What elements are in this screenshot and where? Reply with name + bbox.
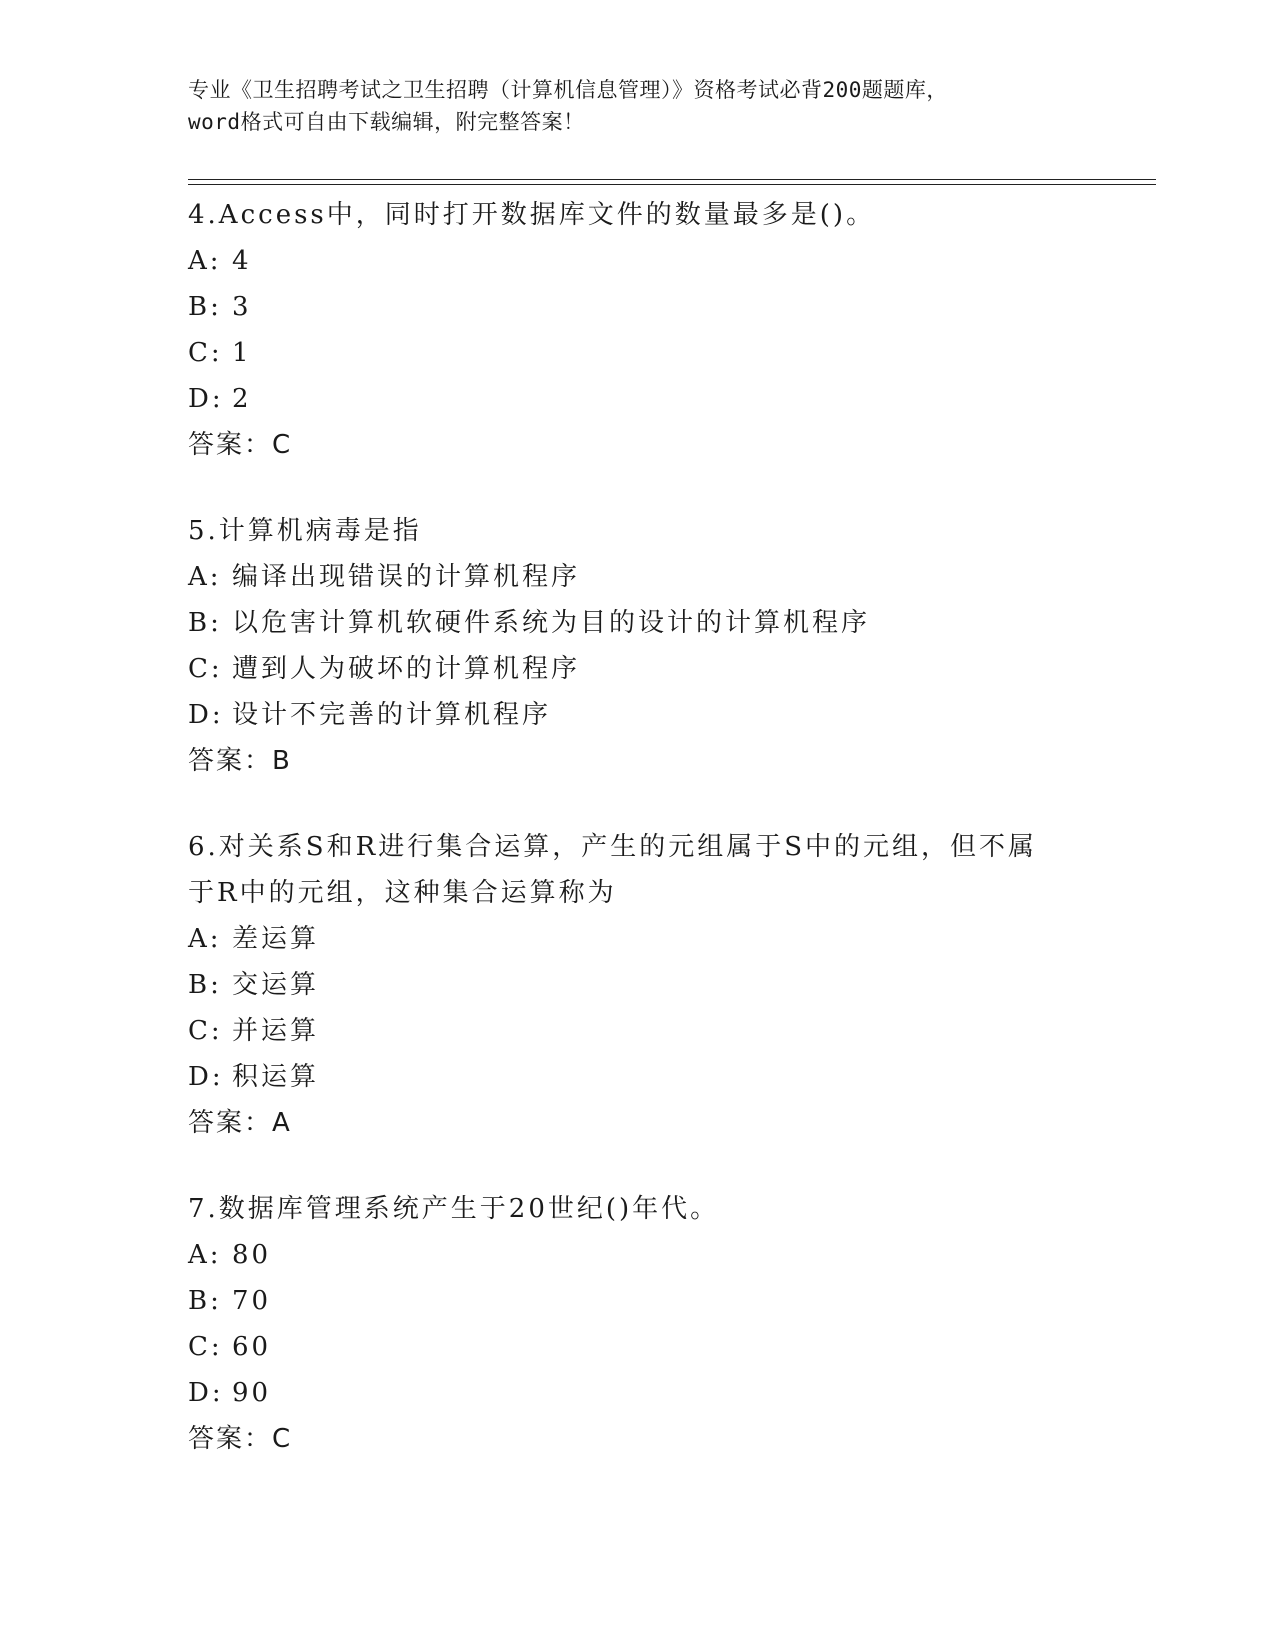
- option-a: [188, 554, 1088, 600]
- question-list: [188, 192, 1088, 1502]
- option-b: [188, 600, 1088, 646]
- answer-label: 答案：C: [188, 1424, 293, 1454]
- option-letter: A:: [188, 924, 222, 954]
- question-text: 6.对关系S和R进行集合运算，产生的元组属于S中的元组，但不属: [188, 832, 1038, 862]
- option-text: 60: [232, 1332, 272, 1362]
- answer-label: 答案：A: [188, 1108, 292, 1138]
- option-text: 差运算: [232, 924, 320, 954]
- option-letter: B:: [188, 292, 222, 322]
- question-text: 4.Access中，同时打开数据库文件的数量最多是()。: [188, 200, 876, 230]
- question-text: 5.计算机病毒是指: [188, 516, 422, 546]
- option-letter: B:: [188, 1286, 222, 1316]
- option-text: 积运算: [232, 1062, 320, 1092]
- option-c: [188, 1324, 1088, 1370]
- option-text: 2: [232, 384, 252, 414]
- option-text: 4: [232, 246, 252, 276]
- header-divider-bottom: [188, 184, 1156, 185]
- header-line-1: 专业《卫生招聘考试之卫生招聘（计算机信息管理）》资格考试必背200题题库，: [188, 78, 948, 102]
- option-letter: B:: [188, 608, 222, 638]
- document-header: [188, 74, 1088, 138]
- option-b: [188, 1278, 1088, 1324]
- option-letter: A:: [188, 562, 222, 592]
- option-d: [188, 1054, 1088, 1100]
- question-5: [188, 508, 1088, 784]
- option-letter: A:: [188, 246, 222, 276]
- option-text: 编译出现错误的计算机程序: [232, 562, 581, 592]
- option-text: 遭到人为破坏的计算机程序: [232, 654, 581, 684]
- option-a: [188, 1232, 1088, 1278]
- option-text: 以危害计算机软硬件系统为目的设计的计算机程序: [232, 608, 871, 638]
- option-letter: D:: [188, 1062, 224, 1092]
- option-letter: C:: [188, 338, 223, 368]
- option-text: 交运算: [232, 970, 320, 1000]
- option-letter: D:: [188, 1378, 224, 1408]
- question-6: [188, 824, 1088, 1146]
- option-a: [188, 238, 1088, 284]
- option-text: 80: [232, 1240, 272, 1270]
- answer-label: 答案：B: [188, 746, 292, 776]
- option-c: [188, 1008, 1088, 1054]
- option-text: 1: [232, 338, 252, 368]
- option-text: 设计不完善的计算机程序: [232, 700, 552, 730]
- option-a: [188, 916, 1088, 962]
- question-text: 7.数据库管理系统产生于20世纪()年代。: [188, 1194, 720, 1224]
- option-d: [188, 1370, 1088, 1416]
- option-d: [188, 376, 1088, 422]
- option-letter: C:: [188, 654, 223, 684]
- option-d: [188, 692, 1088, 738]
- option-letter: D:: [188, 384, 224, 414]
- option-letter: D:: [188, 700, 224, 730]
- question-7: [188, 1186, 1088, 1462]
- option-b: [188, 962, 1088, 1008]
- option-letter: B:: [188, 970, 222, 1000]
- header-line-2: word格式可自由下载编辑，附完整答案！: [188, 110, 585, 134]
- option-text: 90: [232, 1378, 272, 1408]
- option-letter: C:: [188, 1016, 223, 1046]
- option-text: 3: [232, 292, 252, 322]
- option-letter: C:: [188, 1332, 223, 1362]
- answer-label: 答案：C: [188, 430, 293, 460]
- question-text-continued: 于R中的元组，这种集合运算称为: [188, 878, 617, 908]
- option-text: 并运算: [232, 1016, 320, 1046]
- option-letter: A:: [188, 1240, 222, 1270]
- question-4: [188, 192, 1088, 468]
- header-divider-top: [188, 179, 1156, 180]
- option-b: [188, 284, 1088, 330]
- option-c: [188, 330, 1088, 376]
- option-text: 70: [232, 1286, 272, 1316]
- option-c: [188, 646, 1088, 692]
